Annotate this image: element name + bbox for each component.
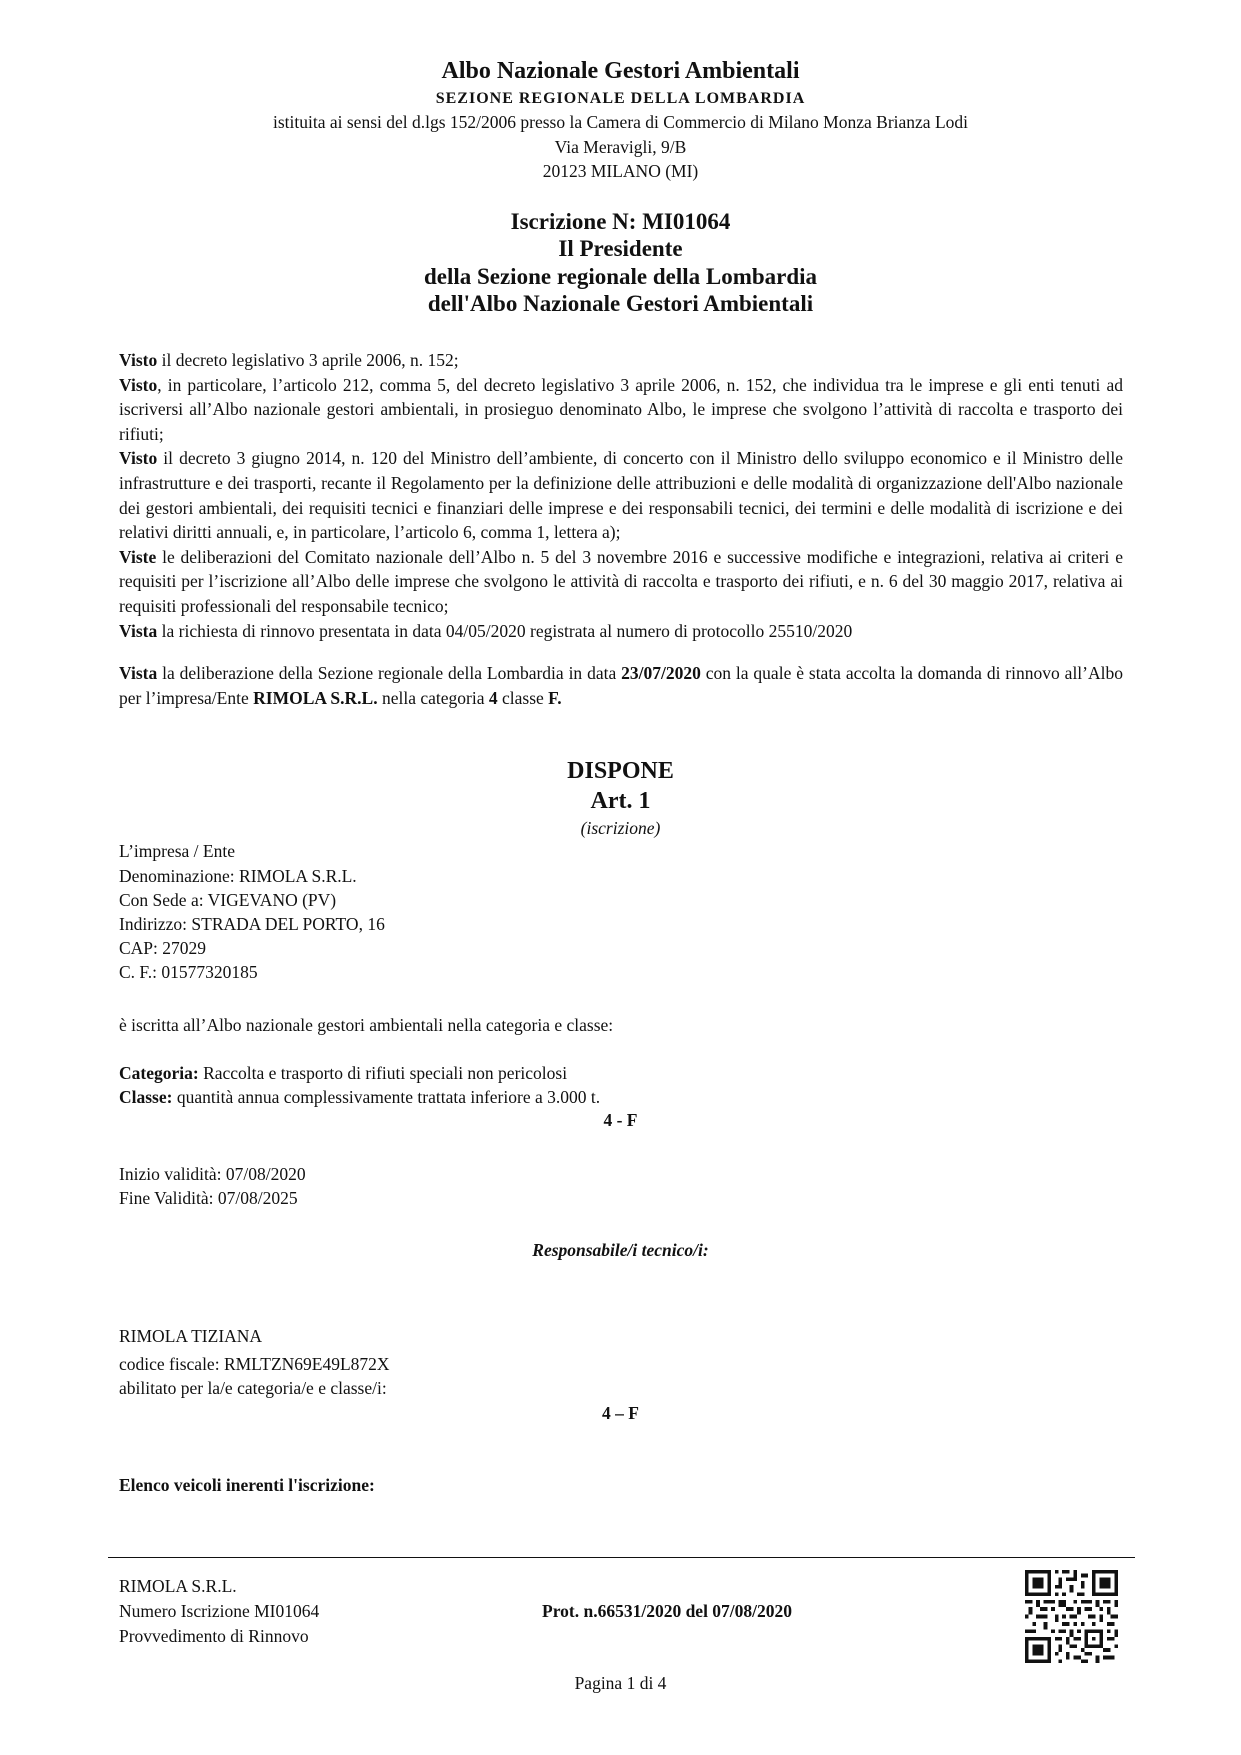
page-number: Pagina 1 di 4 [574,1673,667,1693]
office-street: Via Meravigli, 9/B [554,137,687,157]
category-line: Categoria: Raccolta e trasporto di rifiuti speciali non pericolosi [119,1063,568,1083]
albo-title: dell'Albo Nazionale Gestori Ambientali [427,291,814,316]
class-line: Classe: quantità annua complessivamente trattata inferiore a 3.000 t. [119,1087,601,1107]
company-cap: CAP: 27029 [119,938,207,958]
technical-manager-fiscal-code: codice fiscale: RMLTZN69E49L872X [119,1354,390,1374]
technical-manager-heading: Responsabile/i tecnico/i: [532,1240,709,1260]
company-seat: Con Sede a: VIGEVANO (PV) [119,890,337,910]
footer-divider [108,1557,1135,1558]
preamble-item: Viste le deliberazioni del Comitato nazionale dell’Albo n. 5 del 3 novembre 2016 e successive modifiche e integrazioni, relativa ai criteri e requisiti per l’iscrizione all’Albo delle imprese che svolgono le attività di raccolta e trasporto dei rifiuti, e n. 6 del 30 maggio 2017, relativa ai requisiti professionali del responsabile tecnico; [119,546,1123,616]
company-name: Denominazione: RIMOLA S.R.L. [119,866,357,886]
footer-registration: Numero Iscrizione MI01064 [119,1601,320,1621]
technical-manager-qualified: abilitato per la/e categoria/e e classe/i: [119,1378,387,1398]
article-subtitle: (iscrizione) [580,818,661,838]
enrollment-statement: è iscritta all’Albo nazionale gestori ambientali nella categoria e classe: [119,1015,614,1035]
office-city: 20123 MILANO (MI) [542,161,699,181]
president-title: Il Presidente [558,236,683,261]
preamble-item: Vista la richiesta di rinnovo presentata in data 04/05/2020 registrata al numero di protocollo 25510/2020 [119,620,853,641]
dispone-heading: DISPONE [567,758,674,784]
preamble-item: Visto il decreto 3 giugno 2014, n. 120 del Ministro dell’ambiente, di concerto con il Ministro dello sviluppo economico e il Ministro delle infrastrutture e dei trasporti, recante il Regolamento per la definizione delle attribuzioni e delle modalità di organizzazione dell'Albo nazionale dei gestori ambientali, dei requisiti tecnici e finanziari delle imprese e dei responsabili tecnici, dei termini e delle modalità di iscrizione e dei relativi diritti annuali, e, in particolare, l’articolo 6, comma 1, lettera a); [119,448,1123,543]
footer-protocol: Prot. n.66531/2020 del 07/08/2020 [542,1601,793,1621]
category-class-code: 4 - F [603,1110,638,1130]
preamble-item: Visto, in particolare, l’articolo 212, comma 5, del decreto legislativo 3 aprile 2006, n. 152, che individua tra le imprese e gli enti tenuti ad iscriversi all’Albo nazionale gestori ambientali, in prosieguo denominato Albo, le imprese che svolgono l’attività di raccolta e trasporto dei rifiuti; [119,374,1123,444]
registration-number: Iscrizione N: MI01064 [510,209,731,234]
company-fiscal-code: C. F.: 01577320185 [119,962,258,982]
technical-manager-name: RIMOLA TIZIANA [119,1326,263,1346]
company-intro: L’impresa / Ente [119,841,235,861]
section-title: della Sezione regionale della Lombardia [423,264,818,289]
validity-start: Inizio validità: 07/08/2020 [119,1164,306,1184]
qr-code [1025,1570,1118,1663]
technical-manager-code: 4 – F [602,1403,639,1423]
office-title: Albo Nazionale Gestori Ambientali [441,58,800,84]
office-established: istituita ai sensi del d.lgs 152/2006 presso la Camera di Commercio di Milano Monza Brianza Lodi [272,112,968,132]
footer-company: RIMOLA S.R.L. [119,1576,237,1596]
preamble-item: Visto il decreto legislativo 3 aprile 2006, n. 152; [119,350,459,370]
preamble [119,348,1123,643]
company-address: Indirizzo: STRADA DEL PORTO, 16 [119,914,385,934]
vehicles-heading: Elenco veicoli inerenti l'iscrizione: [119,1475,375,1495]
office-section: SEZIONE REGIONALE DELLA LOMBARDIA [435,90,806,107]
validity-end: Fine Validità: 07/08/2025 [119,1188,298,1208]
deliberation: Vista la deliberazione della Sezione regionale della Lombardia in data 23/07/2020 con la quale è stata accolta la domanda di rinnovo all’Albo per l’impresa/Ente RIMOLA S.R.L. nella categoria 4 classe F. [119,663,1124,708]
footer-measure: Provvedimento di Rinnovo [119,1626,309,1646]
article-heading: Art. 1 [590,788,651,814]
